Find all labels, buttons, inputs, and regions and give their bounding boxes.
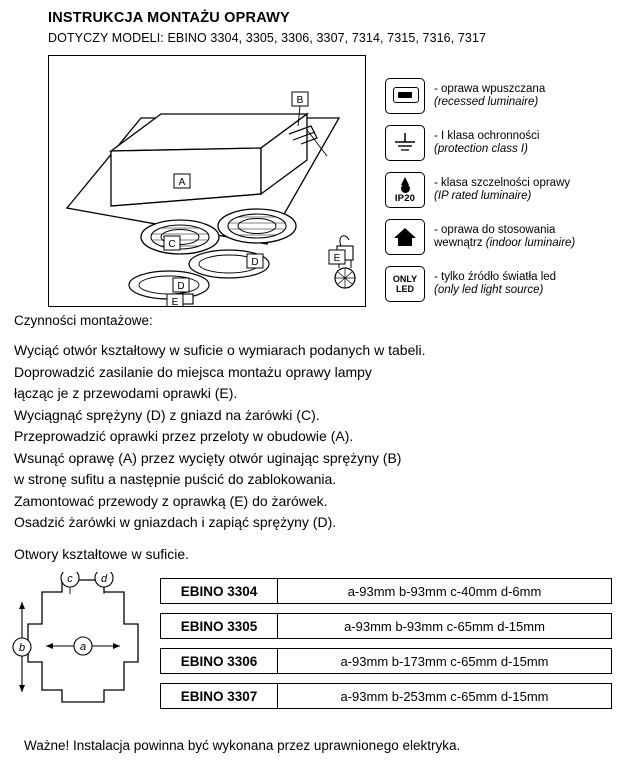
installation-diagram — [48, 55, 366, 307]
legend-line-en: (IP rated luminaire) — [434, 190, 532, 202]
ip20-icon — [385, 172, 425, 208]
instruction-step: w stronę sufitu a następnie puścić do zablokowania. — [14, 471, 337, 487]
instruction-step: Przeprowadzić oprawki przez przeloty w obudowie (A). — [14, 428, 354, 444]
only-led-label-top: ONLY — [392, 274, 418, 284]
table-row — [160, 578, 612, 604]
legend-line-pl: - tylko źródło światła led — [434, 270, 557, 283]
installation-diagram-svg — [49, 56, 365, 306]
legend-item-ip-rating-text — [434, 177, 570, 204]
legend-item-protection-class-text — [434, 130, 539, 157]
table-cell-model: EBINO 3304 — [160, 578, 278, 604]
instruction-step: Wyciągnąć sprężyny (D) z gniazd na żarówki (C). — [14, 406, 320, 423]
instruction-step: łącząc je z przewodami oprawki (E). — [14, 385, 238, 401]
svg-text:D: D — [251, 257, 259, 268]
svg-text:A: A — [178, 177, 186, 188]
svg-text:a: a — [79, 641, 87, 653]
instruction-steps — [14, 340, 614, 534]
dimensions-table — [160, 578, 612, 718]
legend-line-en: (recessed luminaire) — [434, 96, 539, 108]
table-cell-dimensions: a-93mm b-93mm c-65mm d-15mm — [278, 613, 612, 639]
page-title: INSTRUKCJA MONTAŻU OPRAWY — [48, 10, 290, 26]
legend-line-en: (protection class I) — [434, 143, 528, 155]
svg-text:C: C — [168, 239, 176, 250]
indoor-use-icon — [385, 219, 425, 255]
only-led-icon — [385, 266, 425, 302]
table-row — [160, 648, 612, 674]
table-cell-model: EBINO 3305 — [160, 613, 278, 639]
legend-item-indoor-text — [434, 224, 575, 251]
table-cell-dimensions: a-93mm b-253mm c-65mm d-15mm — [278, 683, 612, 709]
only-led-label-bottom: LED — [396, 284, 414, 294]
legend-line-en: (indoor luminaire) — [485, 237, 576, 249]
cutout-shape-svg — [12, 572, 152, 712]
svg-text:b: b — [18, 642, 26, 654]
table-cell-model: EBINO 3307 — [160, 683, 278, 709]
legend-line-pl: - I klasa ochronności — [434, 129, 540, 142]
table-cell-model: EBINO 3306 — [160, 648, 278, 674]
legend-item-only-led-text — [434, 271, 556, 298]
openings-heading: Otwory kształtowe w suficie. — [14, 546, 190, 562]
legend-line-pl-2: wewnątrz — [434, 237, 483, 249]
legend-item-recessed — [385, 78, 620, 114]
legend-item-ip-rating — [385, 172, 620, 208]
instruction-step: Doprowadzić zasilanie do miejsca montażu oprawy lampy — [14, 363, 372, 380]
legend-item-recessed-text — [434, 83, 545, 110]
instruction-step: Wsunąć oprawę (A) przez wycięty otwór uginając sprężyny (B) — [14, 449, 402, 466]
instruction-step: Zamontować przewody z oprawką (E) do żarówek. — [14, 492, 328, 509]
svg-text:E: E — [333, 253, 341, 264]
instruction-step: Wyciąć otwór kształtowy w suficie o wymiarach podanych w tabeli. — [14, 342, 426, 358]
recessed-luminaire-icon — [385, 78, 425, 114]
legend-line-pl: - oprawa do stosowania — [434, 223, 556, 236]
protection-class-1-icon — [385, 125, 425, 161]
legend-line-en: (only led light source) — [434, 284, 544, 296]
svg-text:d: d — [100, 573, 108, 585]
svg-text:c: c — [67, 573, 73, 585]
svg-text:E: E — [171, 297, 179, 306]
legend-item-protection-class — [385, 125, 620, 161]
table-cell-dimensions: a-93mm b-173mm c-65mm d-15mm — [278, 648, 612, 674]
table-row — [160, 613, 612, 639]
svg-text:B: B — [296, 95, 304, 106]
cutout-shape-diagram — [12, 572, 152, 712]
legend-line-pl: - klasa szczelności oprawy — [434, 176, 571, 189]
instructions-heading: Czynności montażowe: — [14, 313, 153, 328]
footer-warning: Ważne! Instalacja powinna być wykonana przez uprawnionego elektryka. — [24, 738, 461, 753]
ip-rating-label: IP20 — [394, 193, 416, 204]
legend-item-only-led — [385, 266, 620, 302]
legend-item-indoor — [385, 219, 620, 255]
instruction-step: Osadzić żarówki w gniazdach i zapiąć sprężyny (D). — [14, 514, 337, 530]
table-row — [160, 683, 612, 709]
legend-line-pl: - oprawa wpuszczana — [434, 82, 546, 95]
symbol-legend — [385, 78, 620, 313]
table-cell-dimensions: a-93mm b-93mm c-40mm d-6mm — [278, 578, 612, 604]
svg-text:D: D — [177, 281, 185, 292]
page-subtitle: DOTYCZY MODELI: EBINO 3304, 3305, 3306, 3307, 7314, 7315, 7316, 7317 — [48, 31, 487, 45]
